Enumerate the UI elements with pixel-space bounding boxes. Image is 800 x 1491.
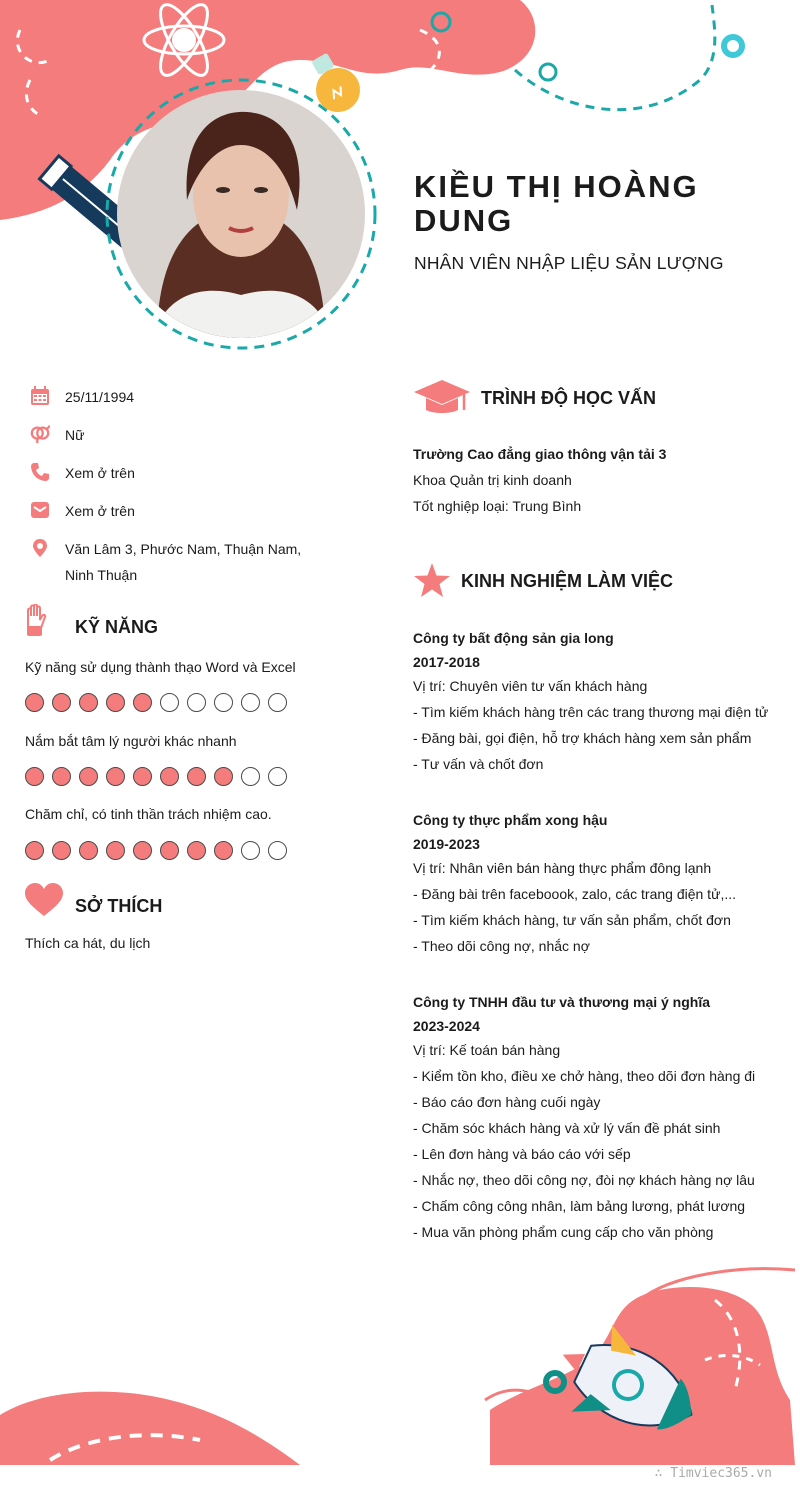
watermark: ∴ Timviec365.vn — [654, 1466, 772, 1481]
job-duty: - Tìm kiếm khách hàng trên các trang thương mại điện tử — [413, 704, 769, 720]
rating-dot-filled — [79, 693, 98, 712]
job-position: Vị trí: Kế toán bán hàng — [413, 1042, 561, 1058]
contact-address — [30, 536, 330, 588]
contact-birthdate — [30, 384, 330, 410]
job-duty: - Kiểm tồn kho, điều xe chở hàng, theo dõi đơn hàng đi — [413, 1068, 756, 1084]
rating-dot-empty — [268, 693, 287, 712]
hand-icon — [24, 604, 48, 638]
skill-label: Kỹ năng sử dụng thành thạo Word và Excel — [25, 659, 296, 675]
rating-dot-filled — [214, 767, 233, 786]
rating-dot-empty — [187, 693, 206, 712]
rating-dot-filled — [79, 841, 98, 860]
phone-icon — [30, 462, 50, 482]
star-icon — [414, 563, 450, 597]
contact-email — [30, 498, 330, 524]
contact-gender — [30, 422, 330, 448]
rating-dot-filled — [214, 841, 233, 860]
job-duty: - Đăng bài trên faceboook, zalo, các trang điện tử,... — [413, 886, 736, 902]
rating-dot-empty — [268, 841, 287, 860]
job-duty: - Mua văn phòng phẩm cung cấp cho văn phòng — [413, 1224, 714, 1240]
job-duty: - Theo dõi công nợ, nhắc nợ — [413, 938, 590, 954]
education-faculty: Khoa Quản trị kinh doanh — [413, 472, 572, 488]
calendar-icon — [30, 386, 50, 406]
rating-dot-filled — [106, 693, 125, 712]
rating-dot-empty — [268, 767, 287, 786]
rating-dot-empty — [160, 693, 179, 712]
job-duty: - Chăm sóc khách hàng và xử lý vấn đề phát sinh — [413, 1120, 721, 1136]
job-duty: - Tìm kiếm khách hàng, tư vấn sản phẩm, chốt đơn — [413, 912, 731, 928]
rating-dot-filled — [187, 841, 206, 860]
rating-dot-filled — [52, 693, 71, 712]
rating-dot-filled — [52, 767, 71, 786]
candidate-name: KIỀU THỊ HOÀNG DUNG — [414, 169, 699, 238]
birthdate-text: 25/11/1994 — [65, 389, 135, 405]
rating-dot-empty — [241, 767, 260, 786]
job-duty: - Chấm công công nhân, làm bảng lương, phát lương — [413, 1198, 746, 1214]
rating-dot-filled — [106, 841, 125, 860]
job-period: 2017-2018 — [413, 654, 480, 670]
gender-text: Nữ — [65, 427, 85, 443]
rating-dot-filled — [25, 693, 44, 712]
rating-dot-empty — [241, 693, 260, 712]
hobbies-title: SỞ THÍCH — [75, 896, 163, 916]
job-period: 2019-2023 — [413, 836, 480, 852]
job-title: NHÂN VIÊN NHẬP LIỆU SẢN LƯỢNG — [414, 253, 724, 273]
footer-decoration — [0, 1260, 800, 1465]
address-text: Văn Lâm 3, Phước Nam, Thuận Nam, Ninh Thuận — [65, 541, 302, 583]
gender-icon — [30, 424, 50, 444]
job-duty: - Tư vấn và chốt đơn — [413, 756, 544, 772]
job-position: Vị trí: Chuyên viên tư vấn khách hàng — [413, 678, 648, 694]
job-duty: - Đăng bài, gọi điện, hỗ trợ khách hàng xem sản phẩm — [413, 730, 752, 746]
rating-dot-empty — [241, 841, 260, 860]
rating-dot-filled — [133, 767, 152, 786]
job-company: Công ty bất động sản gia long — [413, 630, 614, 646]
job-duty: - Nhắc nợ, theo dõi công nợ, đòi nợ khách hàng nợ lâu — [413, 1172, 755, 1188]
education-grade: Tốt nghiệp loại: Trung Bình — [413, 498, 582, 514]
rating-dot-filled — [160, 841, 179, 860]
email-icon — [30, 500, 50, 520]
rating-dot-filled — [52, 841, 71, 860]
rating-dot-filled — [160, 767, 179, 786]
heart-icon — [25, 883, 63, 917]
job-period: 2023-2024 — [413, 1018, 480, 1034]
skills-title: KỸ NĂNG — [75, 617, 159, 637]
rating-dot-filled — [25, 841, 44, 860]
contact-phone — [30, 460, 330, 486]
skill-rating — [25, 767, 295, 789]
skill-rating — [25, 693, 295, 715]
skill-label: Chăm chỉ, có tinh thần trách nhiệm cao. — [25, 806, 272, 822]
rating-dot-filled — [187, 767, 206, 786]
rating-dot-filled — [106, 767, 125, 786]
job-position: Vị trí: Nhân viên bán hàng thực phẩm đông lạnh — [413, 860, 712, 876]
rating-dot-filled — [133, 841, 152, 860]
location-icon — [30, 538, 50, 558]
hobbies-text: Thích ca hát, du lịch — [25, 935, 151, 951]
job-company: Công ty thực phẩm xong hậu — [413, 812, 608, 828]
education-title: TRÌNH ĐỘ HỌC VẤN — [481, 388, 656, 408]
graduation-cap-icon — [414, 380, 470, 414]
job-company: Công ty TNHH đầu tư và thương mại ý nghĩa — [413, 994, 711, 1010]
phone-text: Xem ở trên — [65, 465, 135, 481]
rating-dot-empty — [214, 693, 233, 712]
education-school: Trường Cao đẳng giao thông vận tải 3 — [413, 446, 667, 462]
job-duty: - Báo cáo đơn hàng cuối ngày — [413, 1094, 601, 1110]
experience-title: KINH NGHIỆM LÀM VIỆC — [461, 571, 674, 591]
email-text: Xem ở trên — [65, 503, 135, 519]
rating-dot-filled — [133, 693, 152, 712]
job-duty: - Lên đơn hàng và báo cáo với sếp — [413, 1146, 631, 1162]
skill-rating — [25, 841, 295, 863]
skill-label: Nắm bắt tâm lý người khác nhanh — [25, 733, 237, 749]
rating-dot-filled — [79, 767, 98, 786]
profile-photo — [117, 90, 365, 338]
rating-dot-filled — [25, 767, 44, 786]
